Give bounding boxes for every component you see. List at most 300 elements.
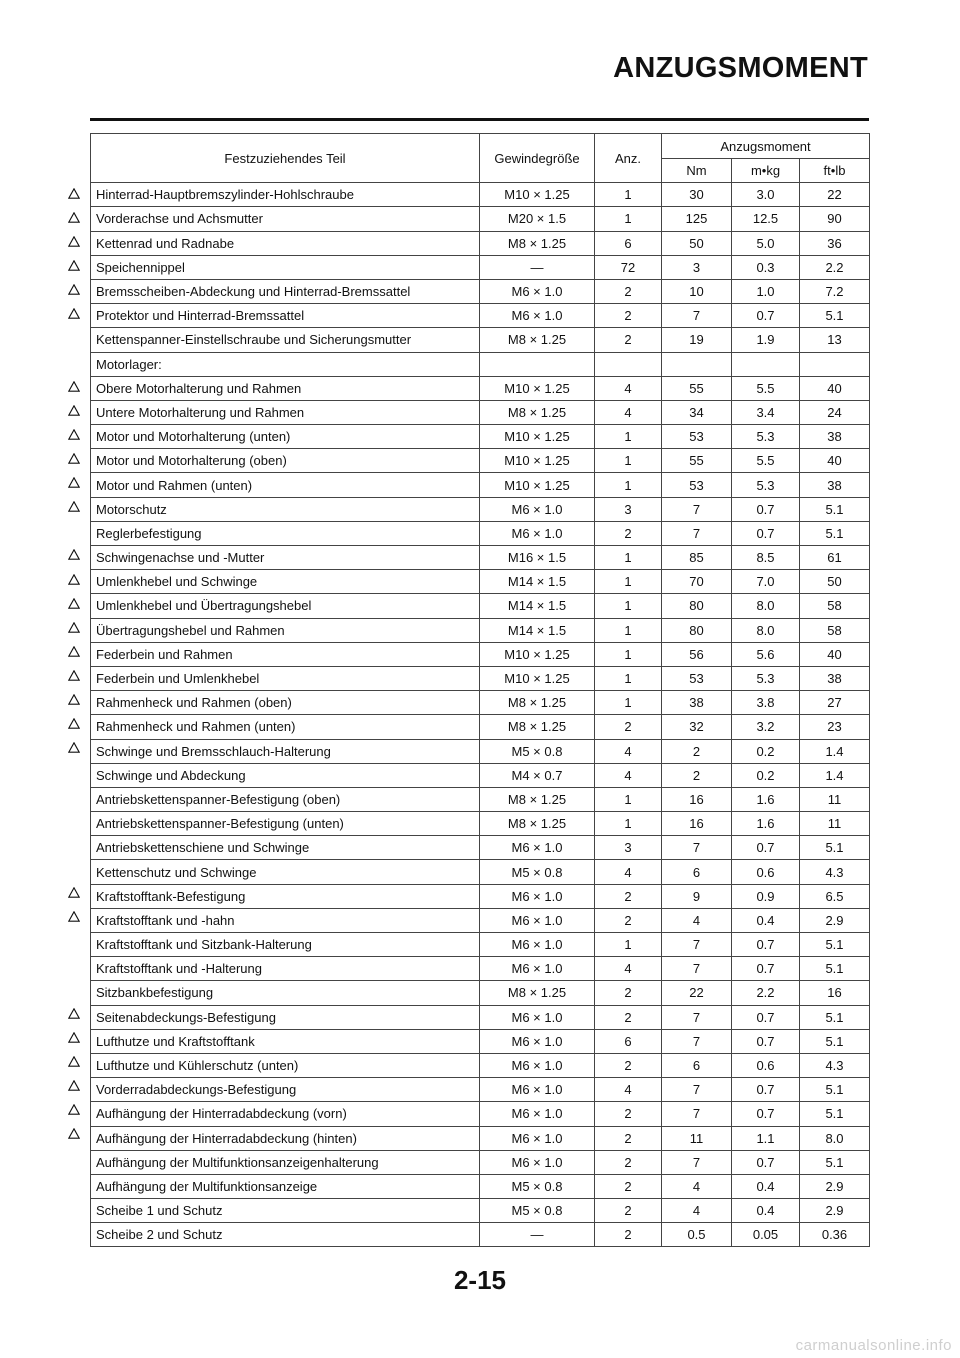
title-rule bbox=[90, 118, 869, 121]
cell-thread: M6 × 1.0 bbox=[480, 1053, 595, 1077]
watermark: carmanualsonline.info bbox=[795, 1337, 952, 1354]
cell-qty: 4 bbox=[595, 763, 662, 787]
table-row bbox=[91, 207, 870, 231]
cell-ftlb: 5.1 bbox=[800, 1078, 870, 1102]
triangle-warning-icon bbox=[60, 253, 88, 277]
cell-qty: 1 bbox=[595, 594, 662, 618]
cell-ftlb: 23 bbox=[800, 715, 870, 739]
table-row bbox=[91, 1078, 870, 1102]
cell-nm: 7 bbox=[662, 1029, 732, 1053]
triangle-warning-icon bbox=[60, 374, 88, 398]
cell-ftlb: 8.0 bbox=[800, 1126, 870, 1150]
cell-mkg: 8.0 bbox=[732, 618, 800, 642]
table-row bbox=[91, 1005, 870, 1029]
cell-qty: 2 bbox=[595, 1223, 662, 1247]
cell-mkg bbox=[732, 352, 800, 376]
cell-part: Lufthutze und Kraftstofftank bbox=[91, 1029, 480, 1053]
cell-mkg: 2.2 bbox=[732, 981, 800, 1005]
mark-spacer bbox=[60, 857, 88, 881]
cell-qty: 1 bbox=[595, 546, 662, 570]
cell-part: Schwinge und Abdeckung bbox=[91, 763, 480, 787]
cell-part: Federbein und Rahmen bbox=[91, 642, 480, 666]
cell-ftlb: 6.5 bbox=[800, 884, 870, 908]
cell-nm: 7 bbox=[662, 1150, 732, 1174]
cell-mkg: 0.7 bbox=[732, 933, 800, 957]
cell-part: Kraftstofftank und -hahn bbox=[91, 908, 480, 932]
cell-mkg: 1.1 bbox=[732, 1126, 800, 1150]
triangle-warning-icon bbox=[60, 615, 88, 639]
cell-qty: 2 bbox=[595, 328, 662, 352]
cell-thread: M14 × 1.5 bbox=[480, 594, 595, 618]
cell-qty bbox=[595, 352, 662, 376]
cell-nm: 10 bbox=[662, 279, 732, 303]
cell-thread: M8 × 1.25 bbox=[480, 400, 595, 424]
cell-nm: 7 bbox=[662, 1102, 732, 1126]
table-row bbox=[91, 594, 870, 618]
table-row bbox=[91, 1126, 870, 1150]
cell-ftlb: 5.1 bbox=[800, 1029, 870, 1053]
cell-qty: 4 bbox=[595, 860, 662, 884]
cell-ftlb: 50 bbox=[800, 570, 870, 594]
cell-thread: M14 × 1.5 bbox=[480, 570, 595, 594]
table-row bbox=[91, 1102, 870, 1126]
header-part: Festzuziehendes Teil bbox=[91, 134, 480, 183]
cell-thread: M6 × 1.0 bbox=[480, 933, 595, 957]
table-row bbox=[91, 570, 870, 594]
cell-part: Schwingenachse und -Mutter bbox=[91, 546, 480, 570]
triangle-warning-icon bbox=[60, 422, 88, 446]
cell-part: Kettenspanner-Einstellschraube und Sicherungsmutter bbox=[91, 328, 480, 352]
cell-part: Aufhängung der Hinterradabdeckung (hinten) bbox=[91, 1126, 480, 1150]
cell-thread: M6 × 1.0 bbox=[480, 1102, 595, 1126]
table-row bbox=[91, 1150, 870, 1174]
cell-thread: M8 × 1.25 bbox=[480, 787, 595, 811]
cell-nm: 7 bbox=[662, 497, 732, 521]
cell-mkg: 7.0 bbox=[732, 570, 800, 594]
cell-thread: M6 × 1.0 bbox=[480, 1126, 595, 1150]
table-row bbox=[91, 715, 870, 739]
cell-qty: 2 bbox=[595, 279, 662, 303]
page-title: ANZUGSMOMENT bbox=[613, 52, 868, 84]
cell-ftlb: 5.1 bbox=[800, 1005, 870, 1029]
cell-part: Protektor und Hinterrad-Bremssattel bbox=[91, 304, 480, 328]
cell-thread: M8 × 1.25 bbox=[480, 715, 595, 739]
triangle-warning-icon bbox=[60, 181, 88, 205]
table-row bbox=[91, 328, 870, 352]
cell-nm: 32 bbox=[662, 715, 732, 739]
table-row bbox=[91, 666, 870, 690]
cell-nm bbox=[662, 352, 732, 376]
mark-spacer bbox=[60, 760, 88, 784]
cell-qty: 1 bbox=[595, 570, 662, 594]
cell-mkg: 5.5 bbox=[732, 376, 800, 400]
cell-thread: M8 × 1.25 bbox=[480, 981, 595, 1005]
cell-ftlb: 1.4 bbox=[800, 739, 870, 763]
cell-mkg: 0.4 bbox=[732, 1199, 800, 1223]
cell-nm: 55 bbox=[662, 449, 732, 473]
triangle-warning-icon bbox=[60, 446, 88, 470]
cell-qty: 2 bbox=[595, 1102, 662, 1126]
cell-nm: 4 bbox=[662, 908, 732, 932]
cell-mkg: 1.6 bbox=[732, 812, 800, 836]
triangle-warning-icon bbox=[60, 205, 88, 229]
cell-nm: 38 bbox=[662, 691, 732, 715]
table-row bbox=[91, 304, 870, 328]
mark-spacer bbox=[60, 953, 88, 977]
cell-thread: M10 × 1.25 bbox=[480, 666, 595, 690]
cell-thread: M10 × 1.25 bbox=[480, 642, 595, 666]
cell-nm: 7 bbox=[662, 304, 732, 328]
cell-ftlb: 0.36 bbox=[800, 1223, 870, 1247]
header-ftlb: ft•lb bbox=[800, 159, 870, 183]
cell-mkg: 0.7 bbox=[732, 304, 800, 328]
cell-mkg: 5.5 bbox=[732, 449, 800, 473]
cell-thread: M5 × 0.8 bbox=[480, 860, 595, 884]
cell-nm: 7 bbox=[662, 933, 732, 957]
cell-mkg: 0.7 bbox=[732, 521, 800, 545]
table-row bbox=[91, 255, 870, 279]
cell-mkg: 0.05 bbox=[732, 1223, 800, 1247]
table-row bbox=[91, 449, 870, 473]
cell-mkg: 0.7 bbox=[732, 836, 800, 860]
cell-thread: M8 × 1.25 bbox=[480, 812, 595, 836]
cell-part: Speichennippel bbox=[91, 255, 480, 279]
cell-thread: M6 × 1.0 bbox=[480, 497, 595, 521]
cell-mkg: 5.6 bbox=[732, 642, 800, 666]
cell-part: Vorderachse und Achsmutter bbox=[91, 207, 480, 231]
cell-qty: 2 bbox=[595, 521, 662, 545]
cell-mkg: 0.7 bbox=[732, 957, 800, 981]
cell-mkg: 5.3 bbox=[732, 666, 800, 690]
table-row bbox=[91, 836, 870, 860]
triangle-warning-icon bbox=[60, 664, 88, 688]
cell-ftlb: 5.1 bbox=[800, 957, 870, 981]
cell-thread: M8 × 1.25 bbox=[480, 691, 595, 715]
triangle-warning-icon bbox=[60, 1025, 88, 1049]
cell-thread: M6 × 1.0 bbox=[480, 1029, 595, 1053]
table-row bbox=[91, 546, 870, 570]
cell-mkg: 0.6 bbox=[732, 1053, 800, 1077]
cell-qty: 2 bbox=[595, 1053, 662, 1077]
cell-thread: — bbox=[480, 1223, 595, 1247]
cell-qty: 4 bbox=[595, 739, 662, 763]
triangle-warning-icon bbox=[60, 1050, 88, 1074]
cell-qty: 1 bbox=[595, 691, 662, 715]
cell-ftlb: 27 bbox=[800, 691, 870, 715]
cell-qty: 1 bbox=[595, 183, 662, 207]
cell-thread bbox=[480, 352, 595, 376]
cell-part: Rahmenheck und Rahmen (oben) bbox=[91, 691, 480, 715]
cell-thread: M20 × 1.5 bbox=[480, 207, 595, 231]
cell-qty: 1 bbox=[595, 425, 662, 449]
cell-ftlb: 2.9 bbox=[800, 1199, 870, 1223]
cell-thread: M6 × 1.0 bbox=[480, 884, 595, 908]
cell-qty: 1 bbox=[595, 812, 662, 836]
table-row bbox=[91, 400, 870, 424]
triangle-warning-icon bbox=[60, 712, 88, 736]
cell-part: Motorschutz bbox=[91, 497, 480, 521]
cell-part: Kraftstofftank-Befestigung bbox=[91, 884, 480, 908]
table-row bbox=[91, 618, 870, 642]
cell-mkg: 1.6 bbox=[732, 787, 800, 811]
cell-part: Obere Motorhalterung und Rahmen bbox=[91, 376, 480, 400]
mark-spacer bbox=[60, 808, 88, 832]
cell-qty: 4 bbox=[595, 1078, 662, 1102]
cell-nm: 70 bbox=[662, 570, 732, 594]
cell-qty: 2 bbox=[595, 1005, 662, 1029]
cell-thread: M5 × 0.8 bbox=[480, 1174, 595, 1198]
cell-nm: 55 bbox=[662, 376, 732, 400]
cell-nm: 16 bbox=[662, 812, 732, 836]
header-torque: Anzugsmoment bbox=[662, 134, 870, 159]
cell-nm: 7 bbox=[662, 521, 732, 545]
triangle-warning-icon bbox=[60, 567, 88, 591]
cell-qty: 1 bbox=[595, 473, 662, 497]
cell-mkg: 3.0 bbox=[732, 183, 800, 207]
cell-thread: M16 × 1.5 bbox=[480, 546, 595, 570]
cell-thread: M10 × 1.25 bbox=[480, 183, 595, 207]
cell-mkg: 3.4 bbox=[732, 400, 800, 424]
cell-ftlb: 5.1 bbox=[800, 1150, 870, 1174]
triangle-warning-icon bbox=[60, 905, 88, 929]
mark-spacer bbox=[60, 350, 88, 374]
triangle-warning-icon bbox=[60, 1122, 88, 1146]
cell-qty: 72 bbox=[595, 255, 662, 279]
cell-qty: 1 bbox=[595, 449, 662, 473]
cell-qty: 4 bbox=[595, 376, 662, 400]
cell-nm: 16 bbox=[662, 787, 732, 811]
cell-ftlb: 5.1 bbox=[800, 304, 870, 328]
cell-mkg: 3.2 bbox=[732, 715, 800, 739]
cell-ftlb: 4.3 bbox=[800, 860, 870, 884]
cell-part: Kettenschutz und Schwinge bbox=[91, 860, 480, 884]
table-row bbox=[91, 860, 870, 884]
cell-qty: 2 bbox=[595, 1174, 662, 1198]
cell-part: Scheibe 2 und Schutz bbox=[91, 1223, 480, 1247]
cell-nm: 7 bbox=[662, 957, 732, 981]
header-nm: Nm bbox=[662, 159, 732, 183]
cell-thread: M6 × 1.0 bbox=[480, 1005, 595, 1029]
triangle-warning-icon bbox=[60, 736, 88, 760]
cell-nm: 80 bbox=[662, 594, 732, 618]
triangle-warning-icon bbox=[60, 881, 88, 905]
cell-ftlb: 22 bbox=[800, 183, 870, 207]
table-row bbox=[91, 787, 870, 811]
cell-part: Aufhängung der Hinterradabdeckung (vorn) bbox=[91, 1102, 480, 1126]
table-row bbox=[91, 1174, 870, 1198]
cell-nm: 2 bbox=[662, 763, 732, 787]
cell-qty: 3 bbox=[595, 836, 662, 860]
cell-thread: M10 × 1.25 bbox=[480, 473, 595, 497]
cell-part: Aufhängung der Multifunktionsanzeige bbox=[91, 1174, 480, 1198]
cell-part: Aufhängung der Multifunktionsanzeigenhalterung bbox=[91, 1150, 480, 1174]
cell-nm: 50 bbox=[662, 231, 732, 255]
cell-nm: 4 bbox=[662, 1174, 732, 1198]
cell-thread: M10 × 1.25 bbox=[480, 425, 595, 449]
cell-mkg: 0.7 bbox=[732, 1102, 800, 1126]
cell-thread: M10 × 1.25 bbox=[480, 449, 595, 473]
triangle-warning-icon bbox=[60, 495, 88, 519]
cell-part: Kettenrad und Radnabe bbox=[91, 231, 480, 255]
mark-spacer bbox=[60, 784, 88, 808]
cell-thread: M5 × 0.8 bbox=[480, 739, 595, 763]
table-row bbox=[91, 352, 870, 376]
cell-qty: 1 bbox=[595, 618, 662, 642]
cell-part: Umlenkhebel und Schwinge bbox=[91, 570, 480, 594]
table-row bbox=[91, 521, 870, 545]
cell-part: Schwinge und Bremsschlauch-Halterung bbox=[91, 739, 480, 763]
cell-ftlb: 38 bbox=[800, 666, 870, 690]
table-row bbox=[91, 376, 870, 400]
cell-ftlb: 24 bbox=[800, 400, 870, 424]
cell-qty: 6 bbox=[595, 1029, 662, 1053]
cell-qty: 2 bbox=[595, 1199, 662, 1223]
cell-mkg: 0.7 bbox=[732, 1029, 800, 1053]
table-row bbox=[91, 1053, 870, 1077]
warning-mark-column bbox=[60, 181, 88, 1243]
cell-nm: 80 bbox=[662, 618, 732, 642]
cell-qty: 1 bbox=[595, 642, 662, 666]
cell-part: Motor und Motorhalterung (unten) bbox=[91, 425, 480, 449]
cell-nm: 19 bbox=[662, 328, 732, 352]
cell-ftlb: 4.3 bbox=[800, 1053, 870, 1077]
cell-nm: 53 bbox=[662, 425, 732, 449]
torque-table bbox=[90, 133, 870, 1247]
cell-nm: 34 bbox=[662, 400, 732, 424]
cell-part: Antriebskettenschiene und Schwinge bbox=[91, 836, 480, 860]
cell-ftlb: 5.1 bbox=[800, 836, 870, 860]
cell-mkg: 0.2 bbox=[732, 739, 800, 763]
cell-part: Reglerbefestigung bbox=[91, 521, 480, 545]
cell-ftlb: 38 bbox=[800, 425, 870, 449]
cell-part: Federbein und Umlenkhebel bbox=[91, 666, 480, 690]
cell-ftlb: 1.4 bbox=[800, 763, 870, 787]
cell-nm: 7 bbox=[662, 836, 732, 860]
mark-spacer bbox=[60, 1146, 88, 1170]
header-thread: Gewindegröße bbox=[480, 134, 595, 183]
table-row bbox=[91, 981, 870, 1005]
torque-table-body bbox=[91, 183, 870, 1247]
table-row bbox=[91, 1029, 870, 1053]
cell-nm: 30 bbox=[662, 183, 732, 207]
cell-mkg: 1.0 bbox=[732, 279, 800, 303]
table-row bbox=[91, 642, 870, 666]
triangle-warning-icon bbox=[60, 302, 88, 326]
cell-part: Antriebskettenspanner-Befestigung (unten) bbox=[91, 812, 480, 836]
table-row bbox=[91, 933, 870, 957]
cell-ftlb: 2.9 bbox=[800, 1174, 870, 1198]
cell-part: Sitzbankbefestigung bbox=[91, 981, 480, 1005]
cell-part: Kraftstofftank und Sitzbank-Halterung bbox=[91, 933, 480, 957]
cell-part: Motor und Motorhalterung (oben) bbox=[91, 449, 480, 473]
cell-mkg: 0.3 bbox=[732, 255, 800, 279]
cell-mkg: 0.7 bbox=[732, 1150, 800, 1174]
cell-part: Seitenabdeckungs-Befestigung bbox=[91, 1005, 480, 1029]
table-row bbox=[91, 691, 870, 715]
mark-spacer bbox=[60, 929, 88, 953]
cell-mkg: 12.5 bbox=[732, 207, 800, 231]
cell-nm: 11 bbox=[662, 1126, 732, 1150]
cell-thread: M14 × 1.5 bbox=[480, 618, 595, 642]
cell-mkg: 8.5 bbox=[732, 546, 800, 570]
cell-part: Umlenkhebel und Übertragungshebel bbox=[91, 594, 480, 618]
table-row bbox=[91, 473, 870, 497]
cell-part: Motor und Rahmen (unten) bbox=[91, 473, 480, 497]
cell-qty: 4 bbox=[595, 957, 662, 981]
triangle-warning-icon bbox=[60, 229, 88, 253]
cell-ftlb: 5.1 bbox=[800, 521, 870, 545]
cell-mkg: 0.7 bbox=[732, 1078, 800, 1102]
cell-mkg: 5.3 bbox=[732, 425, 800, 449]
cell-nm: 53 bbox=[662, 666, 732, 690]
table-row bbox=[91, 884, 870, 908]
cell-ftlb: 40 bbox=[800, 642, 870, 666]
cell-qty: 2 bbox=[595, 304, 662, 328]
triangle-warning-icon bbox=[60, 398, 88, 422]
cell-part: Hinterrad-Hauptbremszylinder-Hohlschraube bbox=[91, 183, 480, 207]
cell-qty: 2 bbox=[595, 1126, 662, 1150]
cell-qty: 2 bbox=[595, 1150, 662, 1174]
cell-nm: 2 bbox=[662, 739, 732, 763]
cell-nm: 9 bbox=[662, 884, 732, 908]
table-row bbox=[91, 497, 870, 521]
cell-thread: M6 × 1.0 bbox=[480, 1078, 595, 1102]
cell-qty: 1 bbox=[595, 933, 662, 957]
table-row bbox=[91, 279, 870, 303]
cell-thread: M6 × 1.0 bbox=[480, 304, 595, 328]
cell-thread: M6 × 1.0 bbox=[480, 521, 595, 545]
triangle-warning-icon bbox=[60, 639, 88, 663]
cell-thread: M5 × 0.8 bbox=[480, 1199, 595, 1223]
cell-mkg: 3.8 bbox=[732, 691, 800, 715]
cell-qty: 4 bbox=[595, 400, 662, 424]
mark-spacer bbox=[60, 519, 88, 543]
cell-thread: M6 × 1.0 bbox=[480, 836, 595, 860]
cell-ftlb: 38 bbox=[800, 473, 870, 497]
cell-nm: 7 bbox=[662, 1078, 732, 1102]
cell-thread: M6 × 1.0 bbox=[480, 908, 595, 932]
cell-qty: 2 bbox=[595, 908, 662, 932]
cell-part: Motorlager: bbox=[91, 352, 480, 376]
header-qty: Anz. bbox=[595, 134, 662, 183]
cell-thread: M8 × 1.25 bbox=[480, 328, 595, 352]
cell-nm: 22 bbox=[662, 981, 732, 1005]
triangle-warning-icon bbox=[60, 688, 88, 712]
cell-nm: 4 bbox=[662, 1199, 732, 1223]
cell-ftlb: 7.2 bbox=[800, 279, 870, 303]
cell-ftlb: 5.1 bbox=[800, 933, 870, 957]
cell-mkg: 8.0 bbox=[732, 594, 800, 618]
cell-nm: 6 bbox=[662, 860, 732, 884]
cell-ftlb: 58 bbox=[800, 618, 870, 642]
cell-ftlb: 2.9 bbox=[800, 908, 870, 932]
cell-ftlb: 13 bbox=[800, 328, 870, 352]
cell-nm: 7 bbox=[662, 1005, 732, 1029]
cell-mkg: 0.9 bbox=[732, 884, 800, 908]
cell-thread: M6 × 1.0 bbox=[480, 279, 595, 303]
triangle-warning-icon bbox=[60, 591, 88, 615]
table-row bbox=[91, 1223, 870, 1247]
mark-spacer bbox=[60, 977, 88, 1001]
cell-ftlb: 11 bbox=[800, 812, 870, 836]
triangle-warning-icon bbox=[60, 1074, 88, 1098]
cell-nm: 85 bbox=[662, 546, 732, 570]
cell-nm: 6 bbox=[662, 1053, 732, 1077]
mark-spacer bbox=[60, 1218, 88, 1242]
table-row bbox=[91, 763, 870, 787]
cell-part: Kraftstofftank und -Halterung bbox=[91, 957, 480, 981]
cell-qty: 3 bbox=[595, 497, 662, 521]
